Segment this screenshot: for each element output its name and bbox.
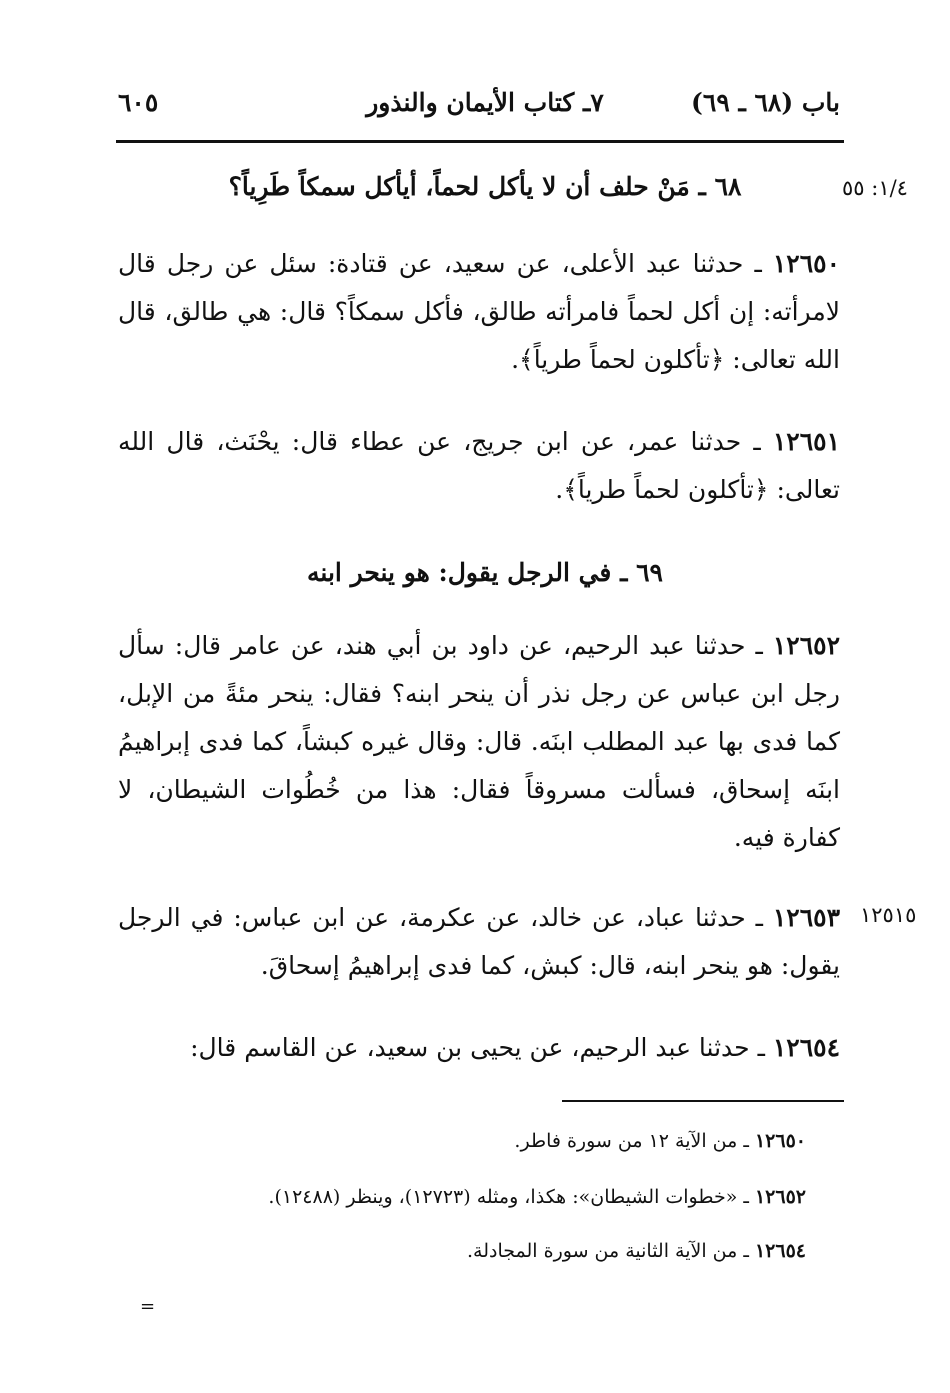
- hadith-number: ١٢٦٥٤: [772, 1033, 840, 1062]
- hadith-text: ـ حدثنا عبد الأعلى، عن سعيد، عن قتادة: سئل عن رجل قال لامرأته: إن أكل لحماً فامرأته طالق، فأكل سمكاً؟ قال: هي طالق، قال الله تعالى: ﴿تأكلون لحماً طرياً﴾.: [118, 249, 840, 374]
- hadith-number: ١٢٦٥٢: [772, 631, 840, 660]
- header-chapter-range: باب (٦٨ ـ ٦٩): [691, 88, 840, 117]
- margin-ref-middle: ١٢٥١٥: [860, 903, 917, 927]
- hadith-text: ـ حدثنا عبد الرحيم، عن داود بن أبي هند، عن عامر قال: سأل رجل ابن عباس عن رجل نذر أن ينحر ابنه؟ فقال: ينحر مئةً من الإبل، كما فدى بها عبد المطلب ابنَه. قال: وقال غيره كبشاً، كما فدى إبراهيمُ ابنَه إسحاق، فسألت مسروقاً فقال: هذا من خُطُوات الشيطان، لا كفارة فيه.: [118, 631, 840, 852]
- hadith-12651: [118, 418, 840, 514]
- header-book-title: ٧ـ كتاب الأيمان والنذور: [366, 88, 604, 117]
- hadith-text: ـ حدثنا عباد، عن خالد، عن عكرمة، عن ابن عباس: في الرجل يقول: هو ينحر ابنه، قال: كبش، كما فدى إبراهيمُ إسحاقَ.: [118, 903, 840, 980]
- hadith-12654: [118, 1024, 840, 1072]
- hadith-12653: [118, 894, 840, 990]
- footnote-12654: [118, 1240, 806, 1262]
- section-heading-68: ٦٨ ـ مَنْ حلف أن لا يأكل لحماً، أيأكل سمكاً طَرِياً؟: [228, 172, 742, 201]
- hadith-text: ـ حدثنا عمر، عن ابن جريج، عن عطاء قال: يحْنَث، قال الله تعالى: ﴿تأكلون لحماً طرياً﴾.: [118, 427, 840, 504]
- hadith-12652: [118, 622, 840, 862]
- hadith-text: ـ حدثنا عبد الرحيم، عن يحيى بن سعيد، عن القاسم قال:: [190, 1033, 773, 1062]
- hadith-number: ١٢٦٥٠: [772, 249, 840, 278]
- footnote-rule: [562, 1100, 844, 1102]
- hadith-number: ١٢٦٥١: [772, 427, 840, 456]
- header-rule: [116, 140, 844, 143]
- footnote-12652: [118, 1186, 806, 1208]
- hadith-number: ١٢٦٥٣: [772, 903, 840, 932]
- continuation-mark: =: [140, 1296, 156, 1317]
- header-page-number: ٦٠٥: [118, 88, 159, 117]
- footnote-text: ـ «خطوات الشيطان»: هكذا، ومثله (١٢٧٢٣)، وينظر (١٢٤٨٨).: [268, 1186, 755, 1208]
- footnote-12650: [118, 1130, 806, 1152]
- footnote-number: ١٢٦٥٠: [754, 1130, 806, 1152]
- margin-ref-top: ١/٤: ٥٥: [842, 176, 908, 200]
- footnote-text: ـ من الآية الثانية من سورة المجادلة.: [467, 1240, 755, 1262]
- section-heading-69: ٦٩ ـ في الرجل يقول: هو ينحر ابنه: [307, 558, 663, 587]
- hadith-12650: [118, 240, 840, 384]
- footnote-text: ـ من الآية ١٢ من سورة فاطر.: [514, 1130, 755, 1152]
- footnote-number: ١٢٦٥٤: [754, 1240, 806, 1262]
- footnote-number: ١٢٦٥٢: [754, 1186, 806, 1208]
